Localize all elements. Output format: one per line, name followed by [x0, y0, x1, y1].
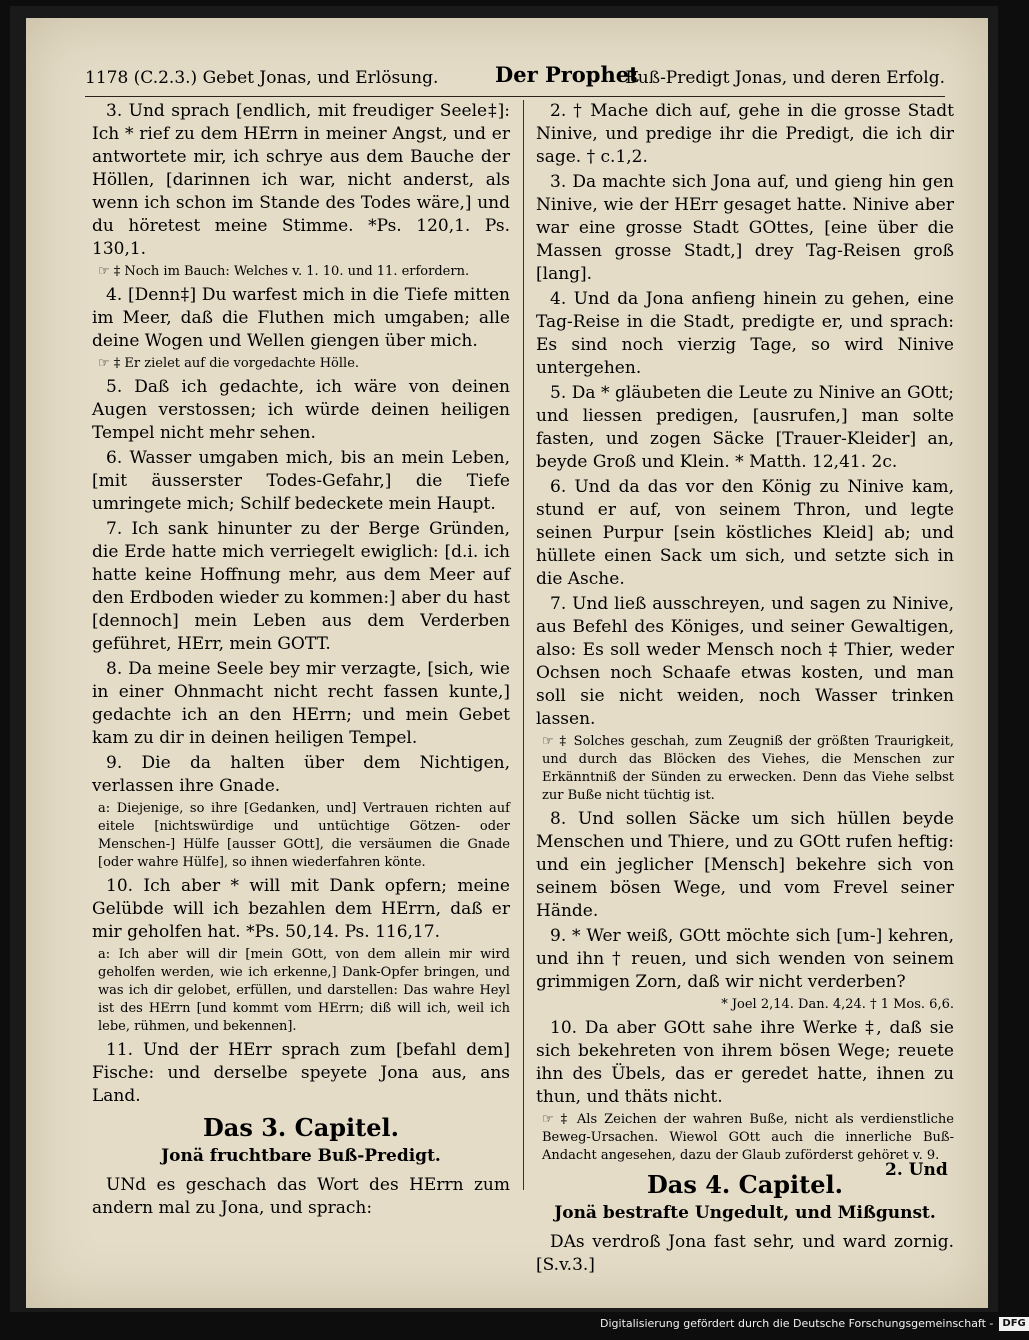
- right-column-ref: * Joel 2,14. Dan. 4,24. † 1 Mos. 6,6.: [721, 997, 954, 1012]
- left-column-note: ☞ ‡ Noch im Bauch: Welches v. 1. 10. und 11. erfordern.: [98, 264, 470, 279]
- right-column-verse: 5. Da * gläubeten die Leute zu Ninive an GOtt; und liessen predigen, [ausrufen,] man solte fasten, und zogen Säcke [Trauer-Kleider] an, beyde Groß und Klein. * Matth. 12,41. 2c.: [536, 383, 954, 472]
- left-column-note: a: Diejenige, so ihre [Gedanken, und] Vertrauen richten auf eitele [nichtswürdige und untüchtige Götzen- oder Menschen-] Hülfe [ausser GOtt], die versäumen die Gnade [oder wahre Hülfe], so ihnen wiederfahren könte.: [98, 801, 510, 870]
- left-column-verse: 7. Ich sank hinunter zu der Berge Gründen, die Erde hatte mich verriegelt ewiglich: [d.i. ich hatte keine Hoffnung mehr, aus dem Meer auf den Erdboden wieder zu kommen:] aber du hast [dennoch] mein Leben aus dem Verderben geführet, HErr, mein GOTT.: [92, 519, 510, 654]
- left-column: [92, 100, 510, 1222]
- footer: [600, 1317, 1026, 1335]
- left-column-verse: 10. Ich aber * will mit Dank opfern; meine Gelübde will ich bezahlen dem HErrn, daß er mir geholfen hat. *Ps. 50,14. Ps. 116,17.: [92, 876, 510, 942]
- header-center: Der Prophet: [495, 62, 639, 87]
- left-column-chapter-sub: Jonä fruchtbare Buß-Predigt.: [161, 1146, 441, 1166]
- left-column-verse: 5. Daß ich gedachte, ich wäre von deinen Augen verstossen; ich würde deinen heiligen Tempel nicht mehr sehen.: [92, 377, 510, 443]
- left-column-verse: 11. Und der HErr sprach zum [befahl dem] Fische: und derselbe speyete Jona aus, ans Land.: [92, 1040, 510, 1106]
- right-column-verse: 2. † Mache dich auf, gehe in die grosse Stadt Ninive, und predige ihr die Predigt, die ich dir sage. † c.1,2.: [536, 101, 954, 167]
- left-column-verse: 8. Da meine Seele bey mir verzagte, [sich, wie in einer Ohnmacht nicht recht fassen kunte,] gedachte ich an den HErrn; und mein Gebet kam zu dir in deinen heiligen Tempel.: [92, 659, 510, 748]
- left-column-note: a: Ich aber will dir [mein GOtt, von dem allein mir wird geholfen werden, wie ich erkenne,] Dank-Opfer bringen, und was ich dir gelobet, erfüllen, und darstellen: Das wahre Heyl ist des HErrn [und kommt vom HErrn; diß will ich, weil ich lebe, rühmen, und bekennen].: [98, 947, 510, 1034]
- right-column-chapter-title: Das 4. Capitel.: [646, 1170, 844, 1199]
- right-column-note: ☞ ‡ Als Zeichen der wahren Buße, nicht als verdienstliche Beweg-Ursachen. Wiewol GOtt auch die innerliche Buß-Andacht angesehen, dazu der Glaub zuförderst gehöret v. 9.: [542, 1112, 954, 1163]
- right-column-verse: DAs verdroß Jona fast sehr, und ward zornig. [S.v.3.]: [536, 1232, 954, 1275]
- right-column-verse: 10. Da aber GOtt sahe ihre Werke ‡, daß sie sich bekehreten von ihrem bösen Wege; reuete ihn des Übels, das er geredet hatte, ihnen zu thun, und thäts nicht.: [536, 1018, 954, 1107]
- right-column-verse: 7. Und ließ ausschreyen, und sagen zu Ninive, aus Befehl des Königes, und seiner Gewaltigen, also: Es soll weder Mensch noch ‡ Thier, weder Ochsen noch Schaafe etwas kosten, und man soll sie nicht weiden, noch Wasser trinken lassen.: [536, 594, 954, 729]
- left-column-note: ☞ ‡ Er zielet auf die vorgedachte Hölle.: [98, 356, 360, 371]
- left-column-verse: 3. Und sprach [endlich, mit freudiger Seele‡]: Ich * rief zu dem HErrn in meiner Angst, und er antwortete mir, ich schrye aus dem Bauche der Höllen, [darinnen ich war, nicht anderst, als wenn ich schon im Stande des Todes wäre,] und du höretest meine Stimme. *Ps. 120,1. Ps. 130,1.: [92, 101, 510, 259]
- header-rule: [85, 96, 945, 97]
- catchword: 2. Und: [885, 1160, 948, 1180]
- right-column-verse: 4. Und da Jona anfieng hinein zu gehen, eine Tag-Reise in die Stadt, predigte er, und sprach: Es sind noch vierzig Tage, so wird Ninive untergehen.: [536, 289, 954, 378]
- dfg-logo: DFG: [999, 1317, 1028, 1331]
- left-column-verse: 6. Wasser umgaben mich, bis an mein Leben, [mit äusserster Todes-Gefahr,] die Tiefe umringete mich; Schilf bedeckete mein Haupt.: [92, 448, 510, 514]
- header-right: Buß-Predigt Jonas, und deren Erfolg.: [625, 68, 945, 88]
- right-column-verse: 3. Da machte sich Jona auf, und gieng hin gen Ninive, wie der HErr gesaget hatte. Ninive aber war eine grosse Stadt GOttes, [eine über die Massen grosse Stadt,] drey Tag-Reisen groß [lang].: [536, 172, 954, 284]
- running-header: [85, 60, 945, 92]
- left-column-verse: 9. Die da halten über dem Nichtigen, verlassen ihre Gnade.: [92, 753, 510, 796]
- right-column-verse: 9. * Wer weiß, GOtt möchte sich [um-] kehren, und ihn † reuen, und sich wenden von seinem grimmigen Zorn, daß wir nicht verderben?: [536, 926, 954, 992]
- left-column-verse: UNd es geschach das Wort des HErrn zum andern mal zu Jona, und sprach:: [92, 1175, 510, 1218]
- right-column: [536, 100, 954, 1279]
- left-column-verse: 4. [Denn‡] Du warfest mich in die Tiefe mitten im Meer, daß die Fluthen mich umgaben; alle deine Wogen und Wellen giengen über mich.: [92, 285, 510, 351]
- header-left: 1178 (C.2.3.) Gebet Jonas, und Erlösung.: [85, 68, 439, 88]
- footer-text: Digitalisierung gefördert durch die Deutsche Forschungsgemeinschaft -: [600, 1317, 994, 1330]
- right-column-chapter-sub: Jonä bestrafte Ungedult, und Mißgunst.: [554, 1203, 936, 1223]
- right-column-note: ☞ ‡ Solches geschah, zum Zeugniß der größten Traurigkeit, und durch das Blöcken des Viehes, die Menschen zur Erkänntniß der Sünden zu erwecken. Denn das Viehe selbst zur Buße nicht tüchtig ist.: [542, 734, 954, 803]
- left-column-chapter-title: Das 3. Capitel.: [202, 1113, 400, 1142]
- right-column-verse: 6. Und da das vor den König zu Ninive kam, stund er auf, von seinem Thron, und legte seinen Purpur [sein köstliches Kleid] ab; und hüllete einen Sack um sich, und setzte sich in die Asche.: [536, 477, 954, 589]
- column-divider: [523, 100, 524, 1190]
- right-column-verse: 8. Und sollen Säcke um sich hüllen beyde Menschen und Thiere, und zu GOtt rufen heftig: und ein jeglicher [Mensch] bekehre sich von seinem bösen Wege, und vom Frevel seiner Hände.: [536, 809, 954, 921]
